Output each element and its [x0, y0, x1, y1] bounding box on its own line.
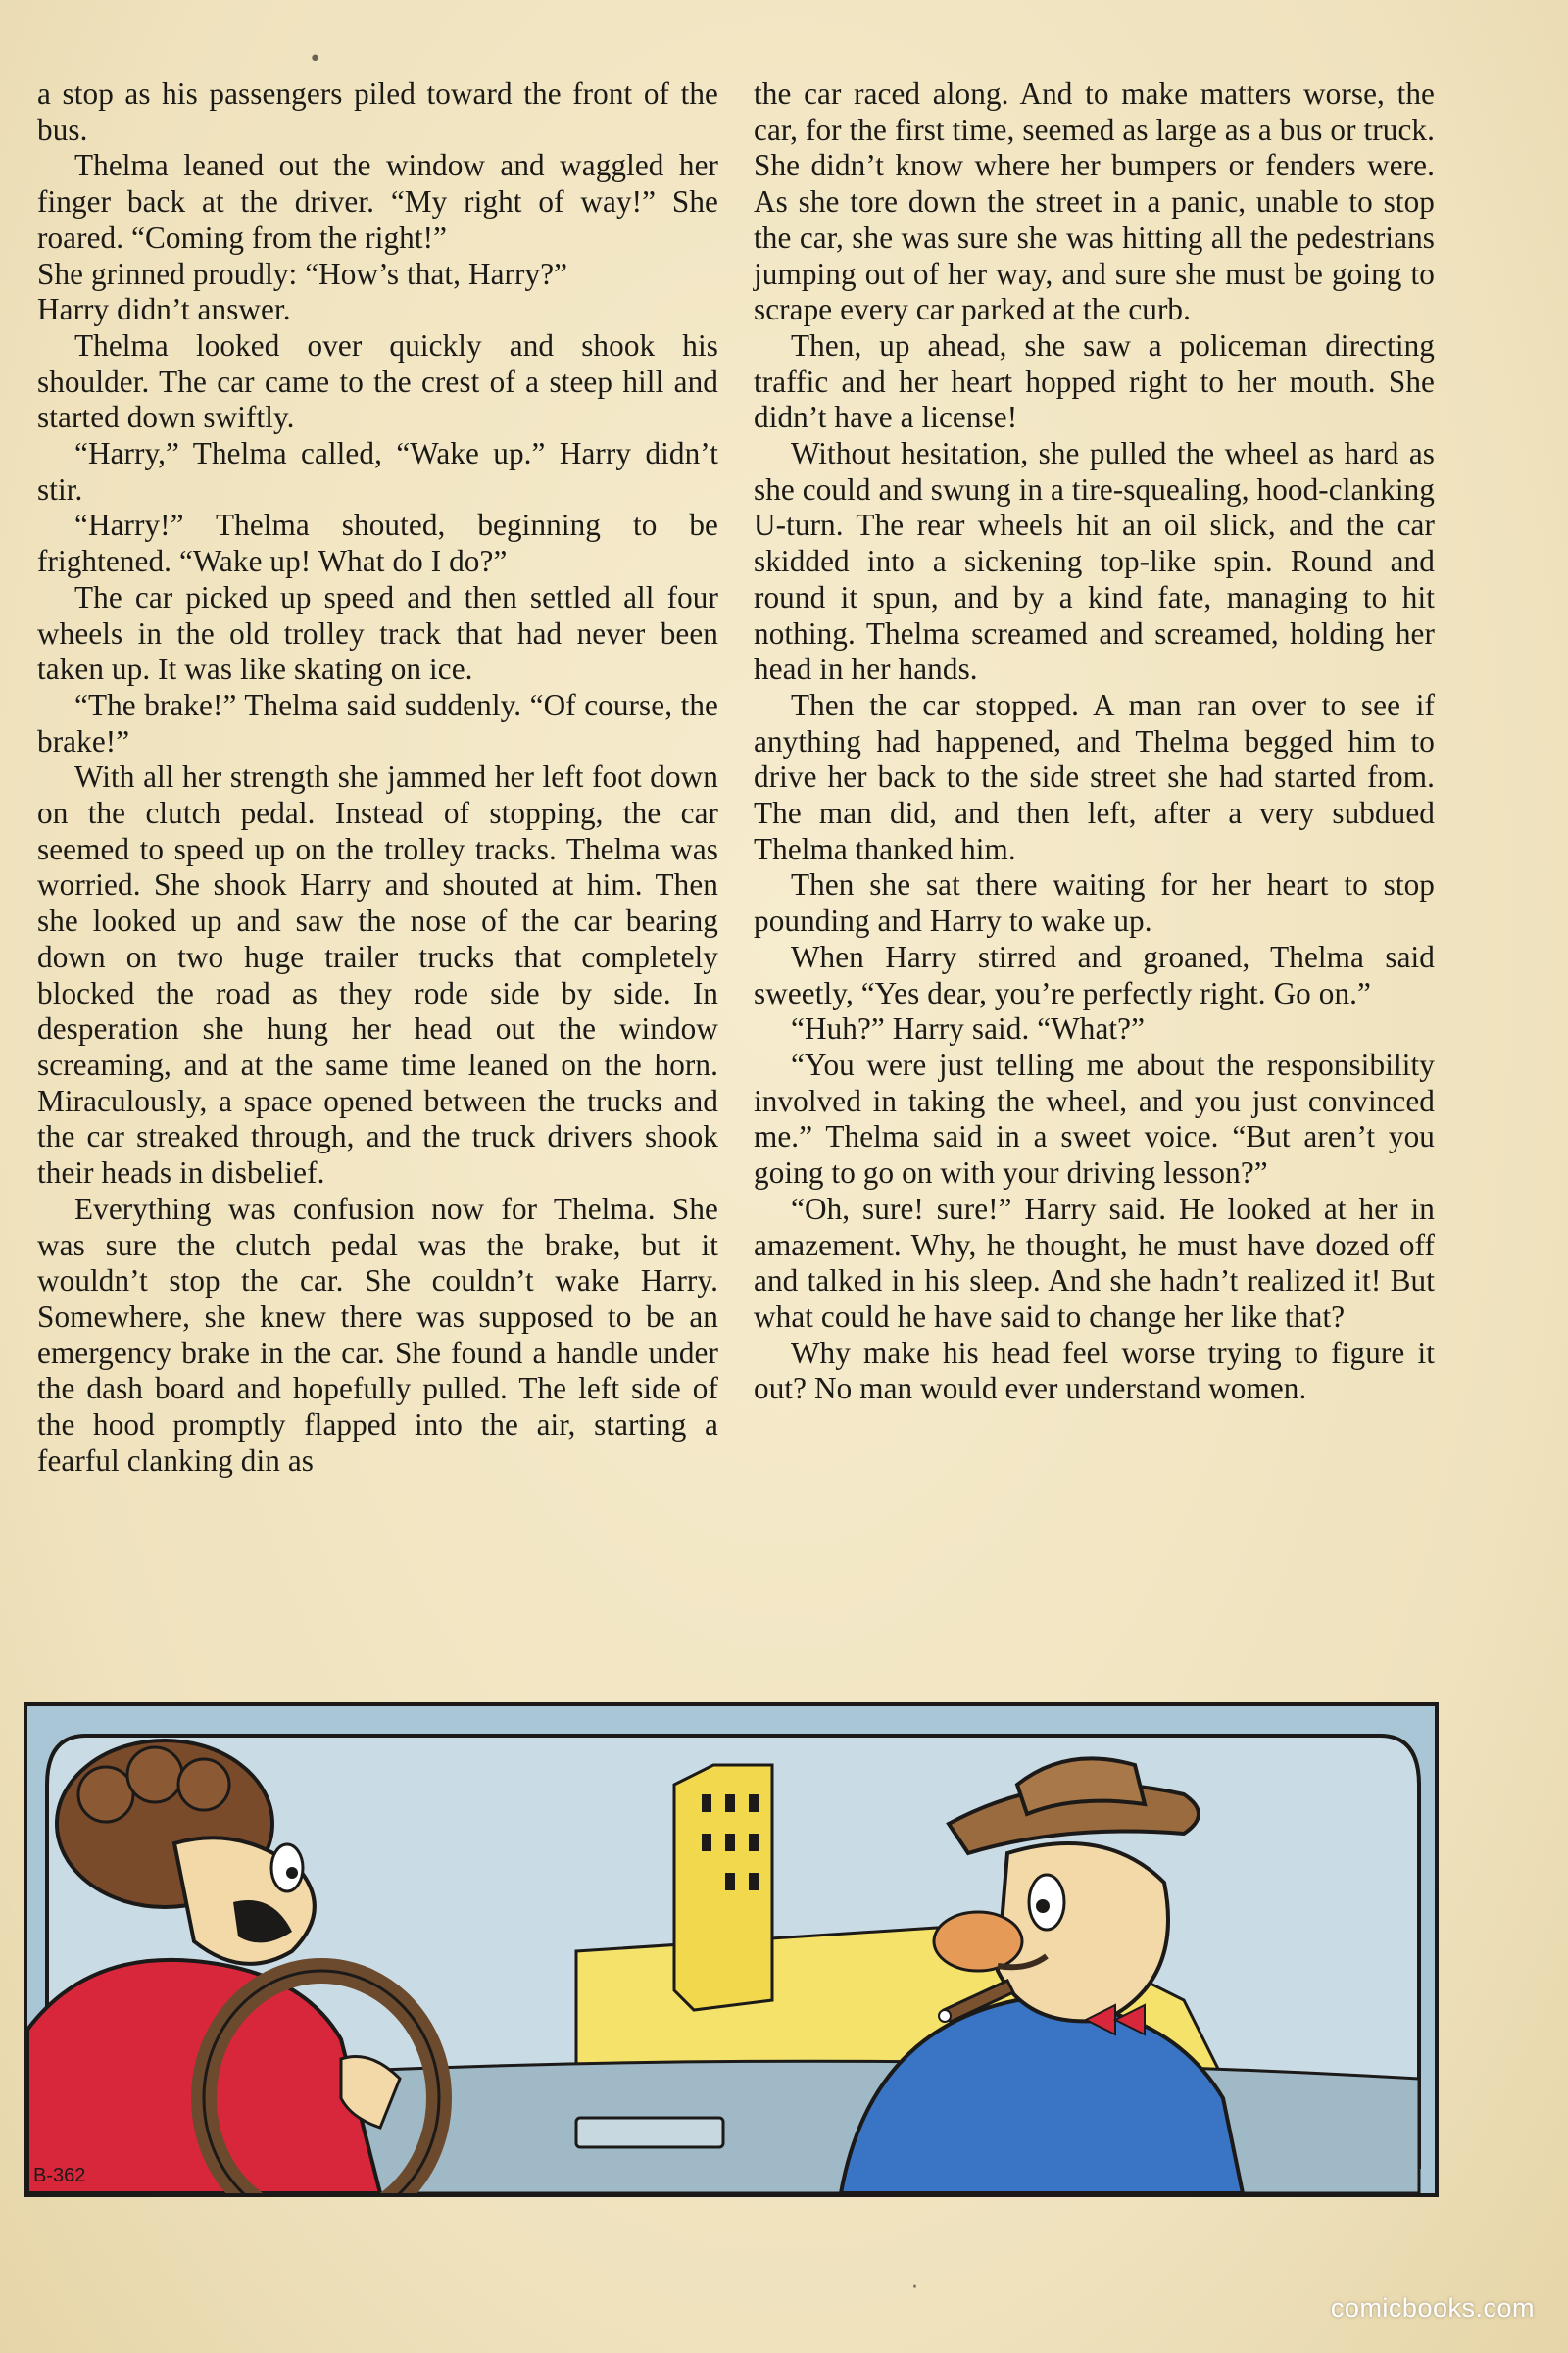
- paragraph: She grinned proudly: “How’s that, Harry?”: [37, 256, 568, 291]
- comic-panel: [24, 1702, 1439, 2197]
- paragraph: “You were just telling me about the responsibility involved in taking the wheel, and you just convinced me.” Thelma said in a sweet voice. “But aren’t you going to go on with your driving lesson?”: [754, 1047, 1435, 1191]
- print-speck: •: [309, 47, 321, 72]
- text-columns: [37, 76, 1435, 1691]
- paragraph: Then the car stopped. A man ran over to see if anything had happened, and Thelma begged him to drive her back to the side street she had started from. The man did, and then left, after a very subdued Thelma thanked him.: [754, 687, 1435, 866]
- paragraph: Then, up ahead, she saw a policeman directing traffic and her heart hopped right to her mouth. She didn’t have a license!: [754, 327, 1435, 435]
- paragraph: With all her strength she jammed her left foot down on the clutch pedal. Instead of stopping, the car seemed to speed up on the trolley tracks. Thelma was worried. She shook Harry and shouted at him. Then she looked up and saw the nose of the car bearing down on two huge trailer trucks that completely blocked the road as they rode side by side. In desperation she hung her head out the window screaming, and at the same time leaned on the horn. Miraculously, a space opened between the trucks and the car streaked through, and the truck drivers shook their heads in disbelief.: [37, 760, 718, 1191]
- paragraph: “Harry,” Thelma called, “Wake up.” Harry didn’t stir.: [37, 436, 718, 507]
- art-code: B-362: [33, 2165, 86, 2186]
- paragraph: Then she sat there waiting for her heart to stop pounding and Harry to wake up.: [754, 867, 1435, 939]
- paragraph: Why make his head feel worse trying to figure it out? No man would ever understand women.: [754, 1335, 1435, 1406]
- panel-illustration: [27, 1706, 1435, 2193]
- right-column: [754, 76, 1435, 1691]
- print-speck: ·: [911, 2276, 918, 2300]
- paragraph: Thelma leaned out the window and waggled her finger back at the driver. “My right of way!” She roared. “Coming from the right!”: [37, 148, 718, 255]
- paragraph: a stop as his passengers piled toward the front of the bus.: [37, 76, 718, 147]
- watermark: comicbooks.com: [1330, 2293, 1535, 2323]
- paragraph: “The brake!” Thelma said suddenly. “Of course, the brake!”: [37, 687, 718, 759]
- paragraph: “Huh?” Harry said. “What?”: [791, 1011, 1146, 1047]
- building-icon: [674, 1765, 772, 2010]
- paragraph: “Oh, sure! sure!” Harry said. He looked at her in amazement. Why, he thought, he must have dozed off and talked in his sleep. And she hadn’t realized it! But what could he have said to change her like that?: [754, 1191, 1435, 1334]
- paragraph: Without hesitation, she pulled the wheel as hard as she could and swung in a tire-squealing, hood-clanking U-turn. The rear wheels hit an oil slick, and the car skidded into a sickening top-like spin. Round and round it spun, and by a kind fate, managing to hit nothing. Thelma screamed and screamed, holding her head in her hands.: [754, 436, 1435, 687]
- left-column: [37, 76, 718, 1691]
- paragraph: Thelma looked over quickly and shook his shoulder. The car came to the crest of a steep hill and started down swiftly.: [37, 327, 718, 435]
- paragraph: “Harry!” Thelma shouted, beginning to be frightened. “Wake up! What do I do?”: [37, 508, 718, 579]
- paragraph: The car picked up speed and then settled all four wheels in the old trolley track that had never been taken up. It was like skating on ice.: [37, 579, 718, 687]
- paragraph: Harry didn’t answer.: [37, 292, 291, 327]
- paragraph: When Harry stirred and groaned, Thelma said sweetly, “Yes dear, you’re perfectly right. Go on.”: [754, 939, 1435, 1010]
- paragraph: Everything was confusion now for Thelma. She was sure the clutch pedal was the brake, but it wouldn’t stop the car. She couldn’t wake Harry. Somewhere, she knew there was supposed to be an emergency brake in the car. She found a handle under the dash board and hopefully pulled. The left side of the hood promptly flapped into the air, starting a fearful clanking din as: [37, 1191, 718, 1478]
- paragraph: the car raced along. And to make matters worse, the car, for the first time, seemed as large as a bus or truck. She didn’t know where her bumpers or fenders were. As she tore down the street in a panic, unable to stop the car, she was sure she was hitting all the pedestrians jumping out of her way, and sure she must be going to scrape every car parked at the curb.: [754, 76, 1435, 327]
